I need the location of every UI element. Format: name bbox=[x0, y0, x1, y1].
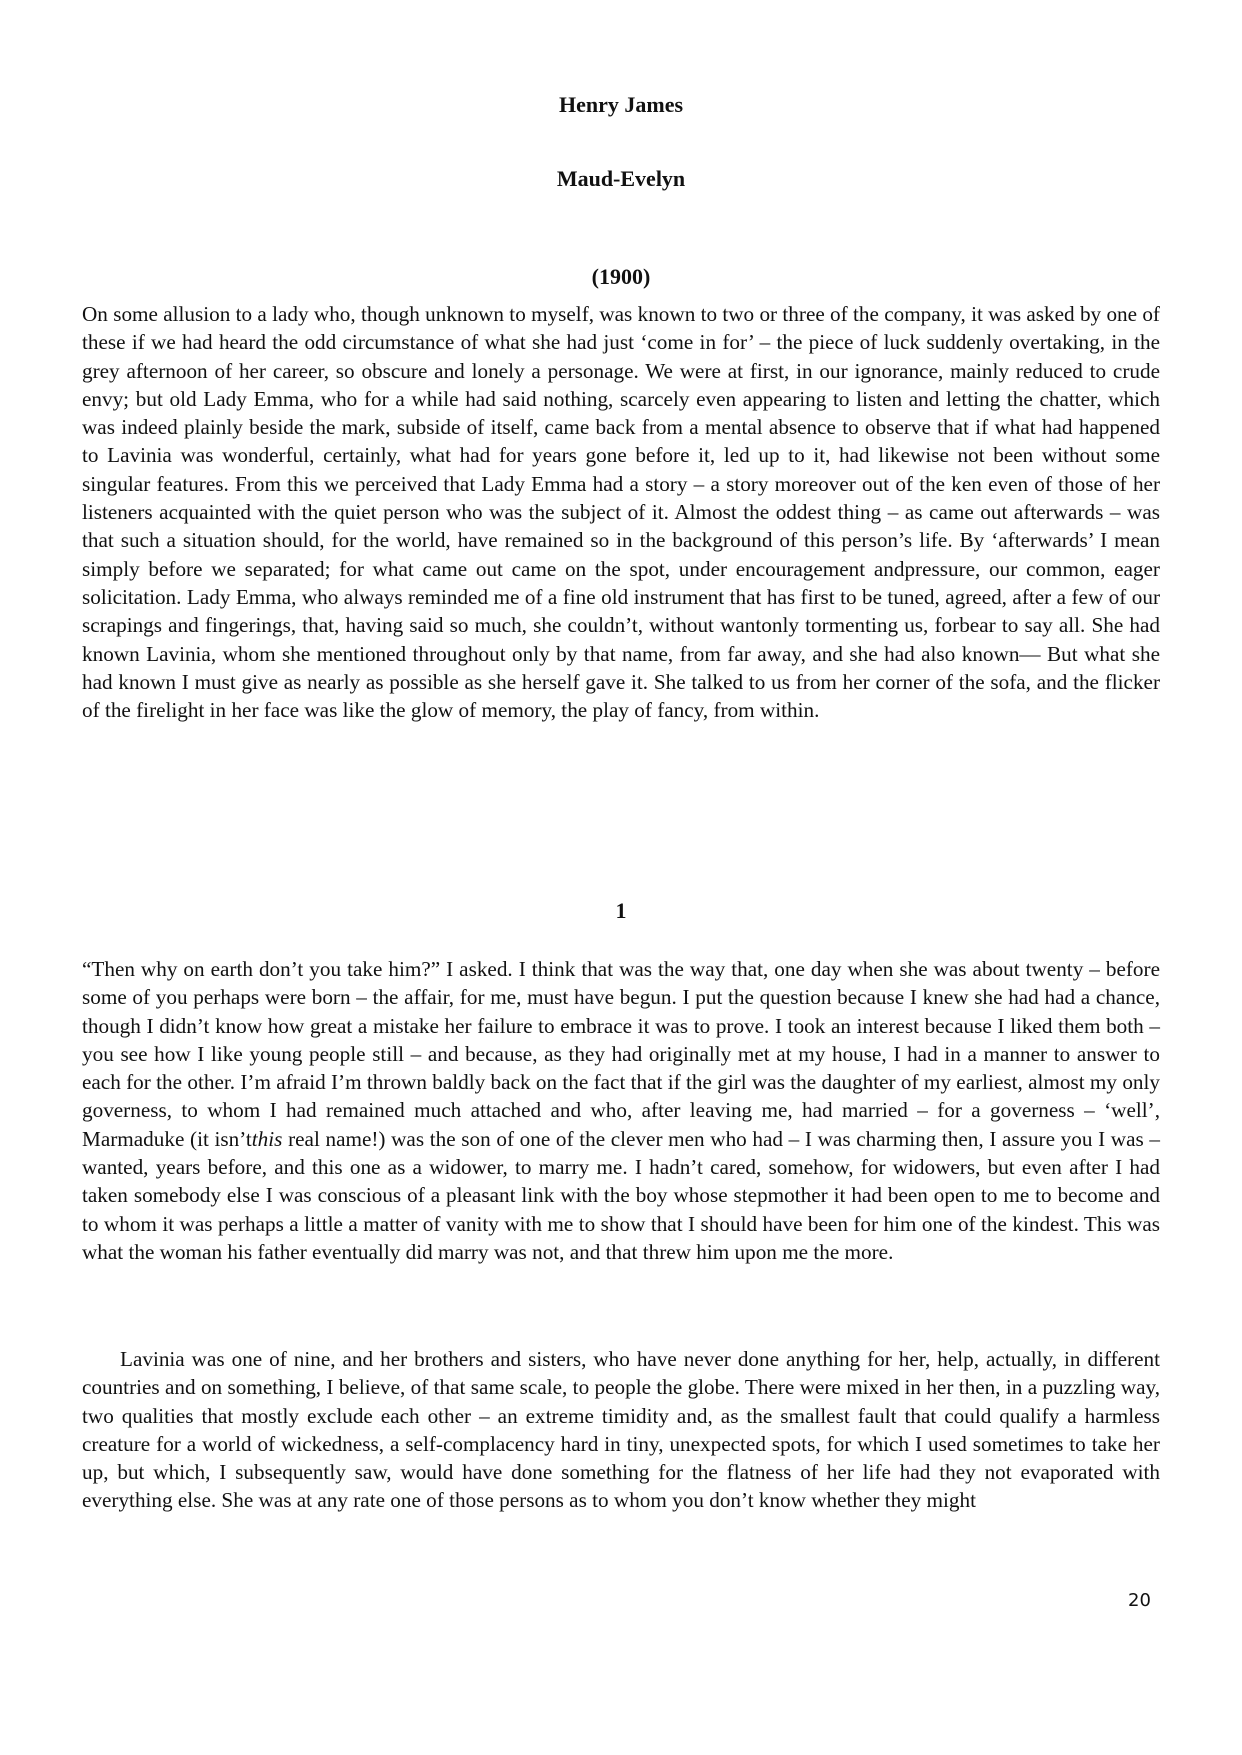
intro-paragraph: On some allusion to a lady who, though unknown to myself, was known to two or three of the company, it was asked by one of these if we had heard the odd circumstance of what she had just ‘come in for’ – the piece of luck suddenly overtaking, in the grey afternoon of her career, so obscure and lonely a personage. We were at first, in our ignorance, mainly reduced to crude envy; but old Lady Emma, who for a while had said nothing, scarcely even appearing to listen and letting the chatter, which was indeed plainly beside the mark, subside of itself, came back from a mental absence to observe that if what had happened to Lavinia was wonderful, certainly, what had for years gone before it, led up to it, had likewise not been without some singular features. From this we perceived that Lady Emma had a story – a story moreover out of the ken even of those of her listeners acquainted with the quiet person who was the subject of it. Almost the oddest thing – as came out afterwards – was that such a situation should, for the world, have remained so in the background of this person’s life. By ‘afterwards’ I mean simply before we separated; for what came out came on the spot, under encouragement andpressure, our common, eager solicitation. Lady Emma, who always reminded me of a fine old instrument that has first to be tuned, agreed, after a few of our scrapings and fingerings, that, having said so much, she couldn’t, without wantonly tormenting us, forbear to say all. She had known Lavinia, whom she mentioned throughout only by that name, from far away, and she had also known— But what she had known I must give as nearly as possible as she herself gave it. She talked to us from her corner of the sofa, and the flicker of the firelight in her face was like the glow of memory, the play of fancy, from within. bbox=[82, 302, 1160, 723]
story-title: Maud-Evelyn bbox=[556, 166, 686, 191]
publication-year: (1900) bbox=[591, 264, 651, 289]
paragraph-text-after-italic: real name!) was the son of one of the clever men who had – I was charming then, I assure you I was – wanted, years before, and this one as a widower, to marry me. I hadn’t cared, somehow, for widowers, but even after I had taken somebody else I was conscious of a pleasant link with the boy whose stepmother it had been open to me to become and to whom it was perhaps a little a matter of vanity with me to show that I should have been for him one of the kindest. This was what the woman his father eventually did marry was not, and that threw him upon me the more. bbox=[82, 1126, 1160, 1264]
chapter-paragraph-2: Lavinia was one of nine, and her brothers and sisters, who have never done anything for her, help, actually, in different countries and on something, I believe, of that same scale, to people the globe. There were mixed in her then, in a puzzling way, two qualities that mostly exclude each other – an extreme timidity and, as the smallest fault that could qualify a harmless creature for a world of wickedness, a self-complacency hard in tiny, unexpected spots, for which I used sometimes to take her up, but which, I subsequently saw, would have done something for the flatness of her life had they not evaporated with everything else. She was at any rate one of those persons as to whom you don’t know whether they might bbox=[82, 1347, 1160, 1513]
chapter-number: 1 bbox=[615, 898, 627, 923]
page-number: 20 bbox=[1128, 1590, 1151, 1611]
author-heading: Henry James bbox=[558, 92, 684, 117]
chapter-paragraph-1 bbox=[82, 955, 1160, 1266]
italic-emphasis: this bbox=[251, 1126, 283, 1151]
paragraph-text-before-italic: “Then why on earth don’t you take him?” I asked. I think that was the way that, one day when she was about twenty – before some of you perhaps were born – the affair, for me, must have begun. I put the question because I knew she had had a chance, though I didn’t know how great a mistake her failure to embrace it was to prove. I took an interest because I liked them both – you see how I like young people still – and because, as they had originally met at my house, I had in a manner to answer to each for the other. I’m afraid I’m thrown baldly back on the fact that if the girl was the daughter of my earliest, almost my only governess, to whom I had remained much attached and who, after leaving me, had married – for a governess – ‘well’, Marmaduke (it isn’t bbox=[82, 957, 1160, 1151]
